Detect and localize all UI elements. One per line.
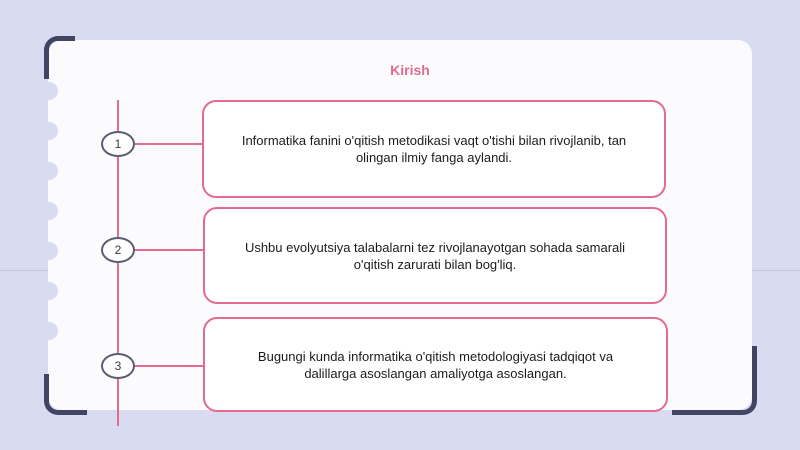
timeline-connector [133,143,203,145]
info-text-3: Bugungi kunda informatika o'qitish metodologiyasi tadqiqot va dalillarga asoslangan amaliyotga asoslangan. [257,348,614,381]
timeline-connector [133,249,203,251]
timeline-connector [133,365,203,367]
binder-notch [40,242,58,260]
background-line-right [752,270,800,271]
binder-notch [40,202,58,220]
info-box-1 [202,100,666,198]
info-box-2 [203,207,667,304]
info-text-1: Informatika fanini o'qitish metodikasi vaqt o'tishi bilan rivojlanib, tan olingan ilmiy fanga aylandi. [241,133,627,165]
info-box-3 [203,317,668,412]
binder-notch [40,162,58,180]
corner-bracket-bottom-right [672,346,757,415]
step-number-2: 2 [101,237,135,263]
step-number-1: 1 [101,131,135,157]
binder-notch [40,122,58,140]
corner-bracket-bottom-left [44,374,87,415]
info-text-2: Ushbu evolyutsiya talabalarni tez rivojlanayotgan sohada samarali o'qitish zarurati bilan bog'liq. [244,239,626,272]
background-line-left [0,270,48,271]
slide-title: Kirish [390,62,430,78]
step-number-3: 3 [101,353,135,379]
binder-notch [40,322,58,340]
binder-notch [40,282,58,300]
binder-notch [40,82,58,100]
